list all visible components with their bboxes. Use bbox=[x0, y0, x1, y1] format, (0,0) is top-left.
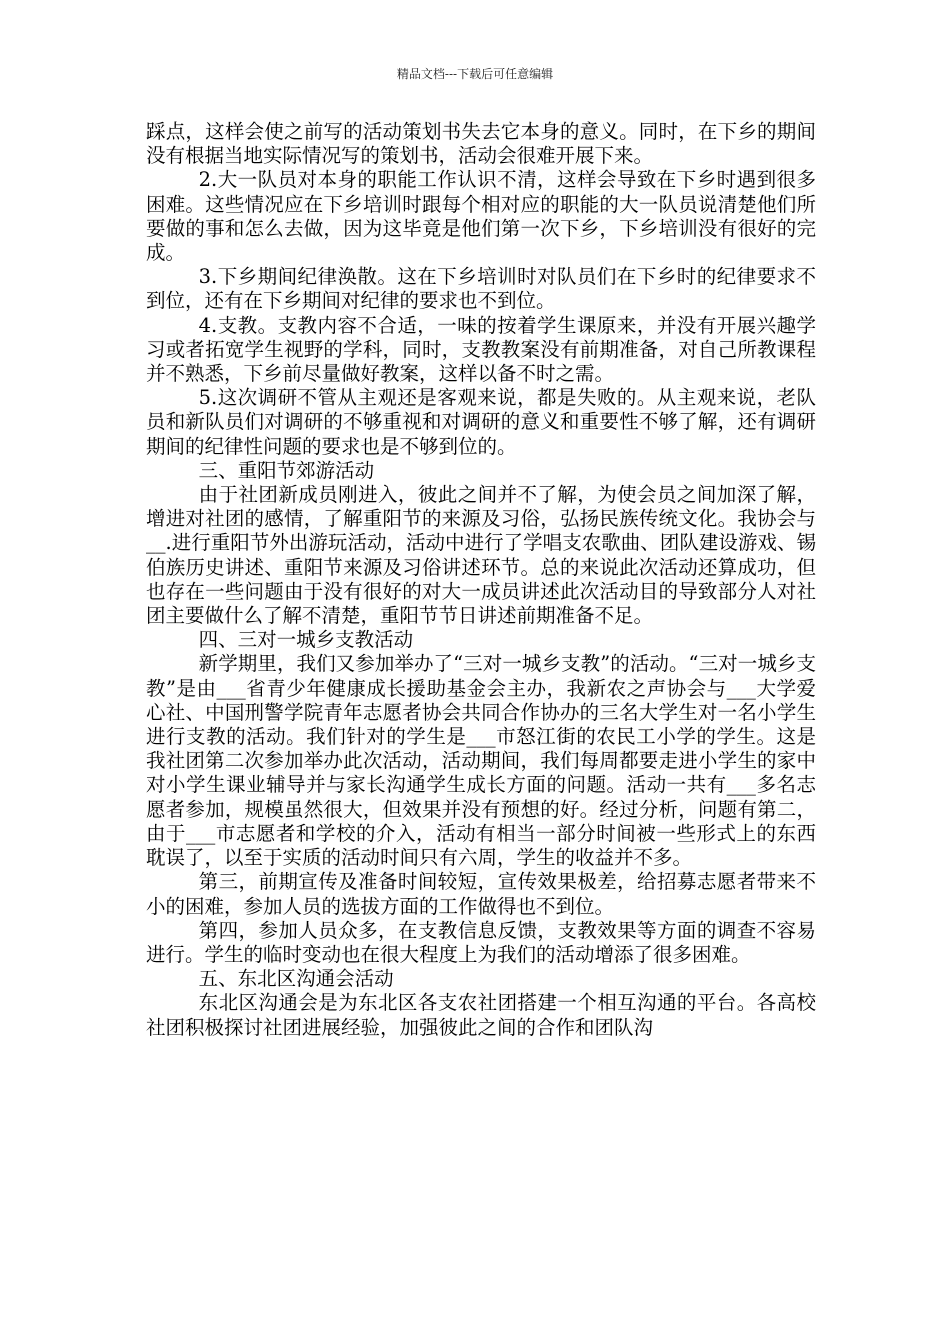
paragraph-sanduiyi: 新学期里，我们又参加举办了“三对一城乡支教”的活动。“三对一城乡支教”是由___省青少年健康成长援助基金会主办，我新农之声协会与___大学爱心社、中国刑警学院青年志愿者协会共同合作协办的三名大学生对一名小学生进行支教的活动。我们针对的学生是___市怒江街的农民工小学的学生。这是我社团第二次参加举办此次活动，活动期间，我们每周都要走进小学生的家中对小学生课业辅导并与家长沟通学生成长方面的问题。活动一共有___多名志愿者参加，规模虽然很大，但效果并没有预想的好。经过分析，问题有第二，由于___市志愿者和学校的介入，活动有相当一部分时间被一些形式上的东西耽误了，以至于实质的活动时间只有六周，学生的收益并不多。 bbox=[146, 652, 816, 870]
section-heading-4: 四、三对一城乡支教活动 bbox=[198, 628, 414, 652]
paragraph-third: 第三，前期宣传及准备时间较短，宣传效果极差，给招募志愿者带来不小的困难，参加人员的选拔方面的工作做得也不到位。 bbox=[146, 870, 816, 918]
paragraph-item-5: 5.这次调研不管从主观还是客观来说，都是失败的。从主观来说，老队员和新队员们对调研的不够重视和对调研的意义和重要性不够了解，还有调研期间的纪律性问题的要求也是不够到位的。 bbox=[146, 386, 816, 458]
paragraph-continuation: 踩点，这样会使之前写的活动策划书失去它本身的意义。同时，在下乡的期间没有根据当地实际情况写的策划书，活动会很难开展下来。 bbox=[146, 120, 816, 168]
paragraph-item-2: 2.大一队员对本身的职能工作认识不清，这样会导致在下乡时遇到很多困难。这些情况应在下乡培训时跟每个相对应的职能的大一队员说清楚他们所要做的事和怎么去做，因为这毕竟是他们第一次下乡，下乡培训没有很好的完成。 bbox=[146, 168, 816, 265]
paragraph-item-3: 3.下乡期间纪律涣散。这在下乡培训时对队员们在下乡时的纪律要求不到位，还有在下乡期间对纪律的要求也不到位。 bbox=[146, 265, 816, 313]
document-body bbox=[146, 120, 816, 1040]
paragraph-chongyang: 由于社团新成员刚进入，彼此之间并不了解，为使会员之间加深了解，增进对社团的感情，了解重阳节的来源及习俗，弘扬民族传统文化。我协会与__.进行重阳节外出游玩活动，活动中进行了学唱支农歌曲、团队建设游戏、锡伯族历史讲述、重阳节来源及习俗讲述环节。总的来说此次活动还算成功，但也存在一些问题由于没有很好的对大一成员讲述此次活动目的导致部分人对社团主要做什么了解不清楚，重阳节节日讲述前期准备不足。 bbox=[146, 483, 816, 628]
section-heading-5: 五、东北区沟通会活动 bbox=[198, 967, 394, 991]
paragraph-fourth: 第四，参加人员众多，在支教信息反馈，支教效果等方面的调查不容易进行。学生的临时变动也在很大程度上为我们的活动增添了很多困难。 bbox=[146, 918, 816, 966]
paragraph-dongbei: 东北区沟通会是为东北区各支农社团搭建一个相互沟通的平台。各高校社团积极探讨社团进展经验，加强彼此之间的合作和团队沟 bbox=[146, 991, 816, 1039]
page-header: 精品文档---下载后可任意编辑 bbox=[396, 67, 554, 81]
paragraph-item-4: 4.支教。支教内容不合适，一味的按着学生课原来，并没有开展兴趣学习或者拓宽学生视野的学科，同时，支教教案没有前期准备，对自己所教课程并不熟悉，下乡前尽量做好教案，这样以备不时之需。 bbox=[146, 313, 816, 386]
section-heading-3: 三、重阳节郊游活动 bbox=[198, 458, 375, 482]
